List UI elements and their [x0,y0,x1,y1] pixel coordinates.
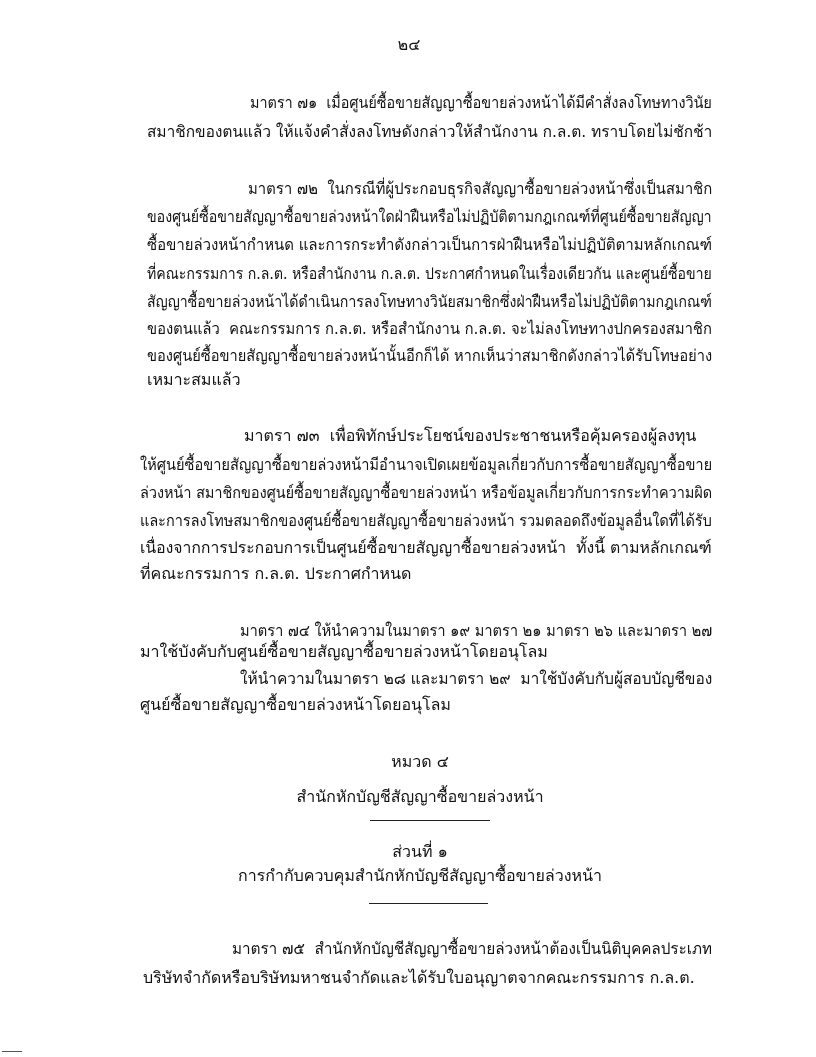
chapter-divider [370,820,490,821]
section-72-line: ของศูนย์ซื้อขายสัญญาซื้อขายล่วงหน้านั้นอีกก็ได้ หากเห็นว่าสมาชิกดังกล่าวได้รับโทษอย่าง [147,346,713,365]
section-75-line: บริษัทจำกัดหรือบริษัทมหาชนจำกัดและได้รับใบอนุญาตจากคณะกรรมการ ก.ล.ต. [143,968,695,987]
section-73-line: และการลงโทษสมาชิกของศูนย์ซื้อขายสัญญาซื้อขายล่วงหน้า รวมตลอดถึงข้อมูลอื่นใดที่ได้รับ [140,511,712,530]
section-71-line: สมาชิกของตนแล้ว ให้แจ้งคำสั่งลงโทษดังกล่าวให้สำนักงาน ก.ล.ต. ทราบโดยไม่ชักช้า [147,122,713,141]
section-72-line: เหมาะสมแล้ว [147,370,241,389]
section-72-line: ของตนแล้ว คณะกรรมการ ก.ล.ต. หรือสำนักงาน ก.ล.ต. จะไม่ลงโทษทางปกครองสมาชิก [147,319,712,338]
section-74-line: ศูนย์ซื้อขายสัญญาซื้อขายล่วงหน้าโดยอนุโลม [140,695,451,714]
chapter-title: สำนักหักบัญชีสัญญาซื้อขายล่วงหน้า [296,787,544,806]
section-72-line: ของศูนย์ซื้อขายสัญญาซื้อขายล่วงหน้าใดฝ่าฝืนหรือไม่ปฏิบัติตามกฎเกณฑ์ที่ศูนย์ซื้อขายสัญญา [147,207,712,226]
section-72-line: ซื้อขายล่วงหน้ากำหนด และการกระทำดังกล่าวเป็นการฝ่าฝืนหรือไม่ปฏิบัติตามหลักเกณฑ์ [147,235,713,254]
chapter-number: หมวด ๔ [391,752,449,771]
page-number: ๒๔ [397,35,421,54]
part-divider [369,903,488,904]
section-72-line: สัญญาซื้อขายล่วงหน้าได้ดำเนินการลงโทษทางวินัยสมาชิกซึ่งฝ่าฝืนหรือไม่ปฏิบัติตามกฎเกณฑ์ [147,292,712,311]
section-71-line: มาตรา ๗๑ เมื่อศูนย์ซื้อขายสัญญาซื้อขายล่วงหน้าได้มีคำสั่งลงโทษทางวินัย [250,93,712,112]
section-72-line: มาตรา ๗๒ ในกรณีที่ผู้ประกอบธุรกิจสัญญาซื้อขายล่วงหน้าซึ่งเป็นสมาชิก [248,179,713,198]
section-73-line: ให้ศูนย์ซื้อขายสัญญาซื้อขายล่วงหน้ามีอำนาจเปิดเผยข้อมูลเกี่ยวกับการซื้อขายสัญญาซื้อขาย [140,455,713,474]
section-73-line: เนื่องจากการประกอบการเป็นศูนย์ซื้อขายสัญญาซื้อขายล่วงหน้า ทั้งนี้ ตามหลักเกณฑ์ [140,538,712,557]
part-title: การกำกับควบคุมสำนักหักบัญชีสัญญาซื้อขายล่วงหน้า [238,866,602,885]
section-73-line: มาตรา ๗๓ เพื่อพิทักษ์ประโยชน์ของประชาชนหรือคุ้มครองผู้ลงทุน [244,426,697,445]
section-73-line: ล่วงหน้า สมาชิกของศูนย์ซื้อขายสัญญาซื้อขายล่วงหน้า หรือข้อมูลเกี่ยวกับการกระทำความผิด [140,483,713,502]
section-74-line: มาใช้บังคับกับศูนย์ซื้อขายสัญญาซื้อขายล่วงหน้าโดยอนุโลม [140,642,548,661]
section-72-line: ที่คณะกรรมการ ก.ล.ต. หรือสำนักงาน ก.ล.ต. ประกาศกำหนดในเรื่องเดียวกัน และศูนย์ซื้อขาย [147,264,712,283]
section-74-line: มาตรา ๗๔ ให้นำความในมาตรา ๑๙ มาตรา ๒๑ มาตรา ๒๖ และมาตรา ๒๗ [240,621,713,640]
scan-artifact-mark [2,1051,22,1052]
section-75-line: มาตรา ๗๕ สำนักหักบัญชีสัญญาซื้อขายล่วงหน้าต้องเป็นนิติบุคคลประเภท [232,939,712,958]
section-73-line: ที่คณะกรรมการ ก.ล.ต. ประกาศกำหนด [140,564,412,583]
part-number: ส่วนที่ ๑ [392,842,448,861]
section-74-line: ให้นำความในมาตรา ๒๘ และมาตรา ๒๙ มาใช้บังคับกับผู้สอบบัญชีของ [240,669,713,688]
